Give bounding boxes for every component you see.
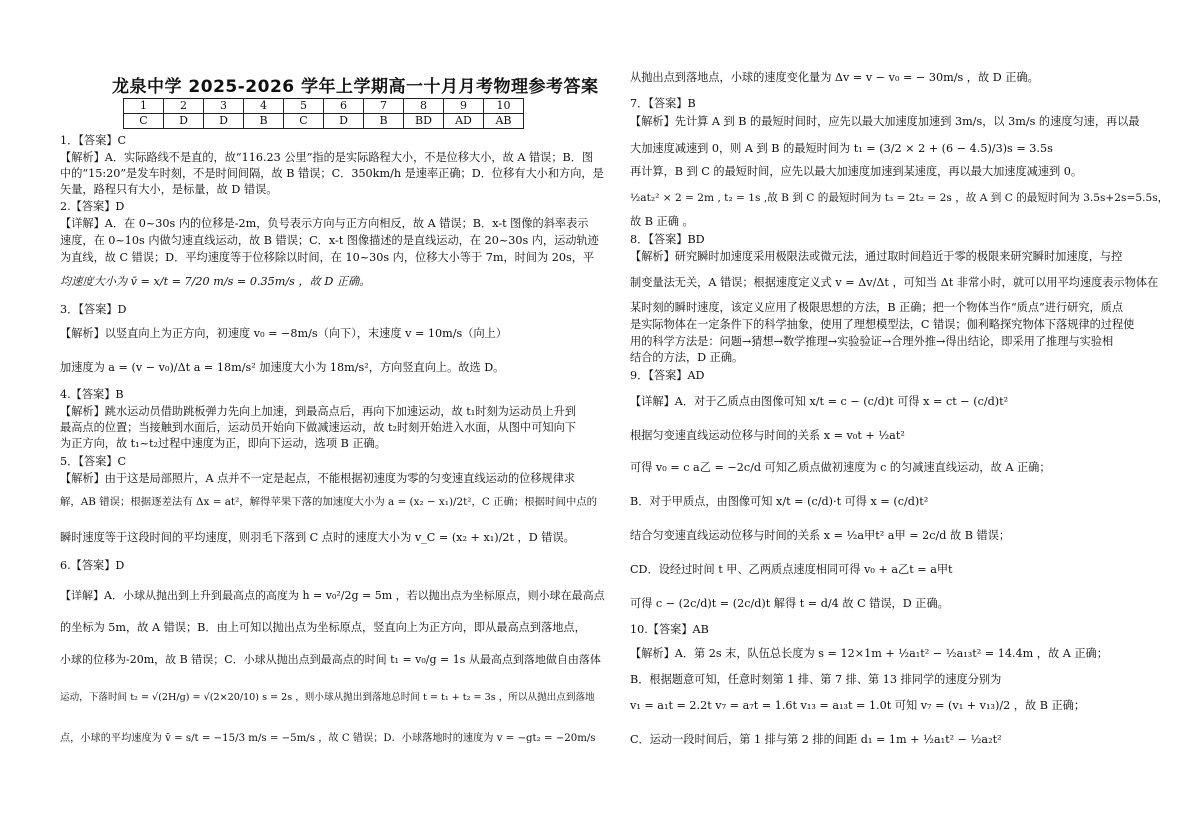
q1-explanation-line: 中的“15:20”是发车时刻，不是时间间隔，故 B 错误；C．350km/h 是速率正确；D．位移有大小和方向，是 [60, 167, 604, 180]
table-cell: AB [484, 114, 524, 129]
table-cell: D [324, 114, 364, 129]
q5-explanation-line: 解，AB 错误；根据逐差法有 Δx = at²，解得苹果下落的加速度大小为 a = (x₂ − x₁)/2t²，C 正确；根据时间中点的 [60, 496, 598, 508]
q6-explanation-line: 【详解】A．小球从抛出到上升到最高点的高度为 h = v₀²/2g = 5m ，若以抛出点为坐标原点，则小球在最高点 [60, 589, 605, 602]
q8-explanation-line: 是实际物体在一定条件下的科学抽象，使用了理想模型法，C 错误；伽利略探究物体下落规律的过程使 [630, 318, 1135, 331]
table-cell: 6 [324, 99, 364, 114]
q10-formula-line: C．运动一段时间后，第 1 排与第 2 排的间距 d₁ = 1m + ½a₁t² − ½a₂t² [630, 733, 1002, 746]
q8-explanation-line: 【解析】研究瞬时加速度采用极限法或微元法，通过取时间趋近于零的极限来研究瞬时加速度，与控 [630, 250, 1123, 263]
table-cell: 8 [404, 99, 444, 114]
table-cell: 4 [244, 99, 284, 114]
q8-explanation-line: 用的科学方法是：问题→猜想→数学推理→实验验证→合理外推→得出结论，即采用了推理与实验相 [630, 335, 1114, 348]
q7-formula-line: 大加速度减速到 0，则 A 到 B 的最短时间为 t₁ = (3/2 × 2 + (6 − 4.5)/3)s = 3.5s [630, 142, 1053, 155]
q1-answer-heading: 1．【答案】C [60, 134, 127, 147]
q1-explanation-line: 【解析】A．实际路线不是直的，故“116.23 公里”指的是实际路程大小，不是位移大小，故 A 错误；B．图 [60, 151, 594, 164]
q9-formula-line: CD．设经过时间 t 甲、乙两质点速度相同可得 v₀ + a乙t = a甲t [630, 563, 953, 576]
q8-explanation-line: 制变量法无关，A 错误；根据速度定义式 v = Δv/Δt ，可知当 Δt 非常小时，就可以用平均速度表示物体在 [630, 276, 1159, 289]
q2-explanation-line: 速度，在 0~10s 内做匀速直线运动，故 B 错误；C．x-t 图像描述的是直线运动，在 20~30s 内，运动轨迹 [60, 234, 599, 247]
q10-formula-line: v₁ = a₁t = 2.2t v₇ = a₇t = 1.6t v₁₃ = a₁₃t = 1.0t 可知 v₇ = (v₁ + v₁₃)/2 ，故 B 正确； [630, 699, 1086, 712]
table-cell: 2 [164, 99, 204, 114]
table-cell: 9 [444, 99, 484, 114]
q3-formula-line: 加速度为 a = (v − v₀)/Δt a = 18m/s² 加速度大小为 18m/s²，方向竖直向上。故选 D。 [60, 361, 505, 374]
table-cell: C [124, 114, 164, 129]
q2-explanation-line: 为直线，故 C 错误；D．平均速度等于位移除以时间，在 10~30s 内，位移大小等于 7m，时间为 20s，平 [60, 251, 595, 264]
table-cell: 7 [364, 99, 404, 114]
q2-formula-line: 均速度大小为 v̄ = x/t = 7/20 m/s = 0.35m/s ，故 D 正确。 [60, 275, 371, 288]
q10-answer-heading: 10.【答案】AB [630, 623, 709, 636]
answer-table-number-row [124, 99, 524, 114]
table-cell: D [164, 114, 204, 129]
q10-formula-line: 【解析】A．第 2s 末，队伍总长度为 s = 12×1m + ½a₁t² − ½a₁₃t² = 14.4m ，故 A 正确； [630, 647, 1108, 660]
q9-answer-heading: 9．【答案】AD [630, 369, 705, 382]
table-cell: D [204, 114, 244, 129]
q10-explanation-line: B．根据题意可知，任意时刻第 1 排、第 7 排、第 13 排同学的速度分别为 [630, 673, 1002, 686]
q7-explanation-line: 再计算，B 到 C 的最短时间，应先以最大加速度加速到某速度，再以最大加速度减速到 0。 [630, 165, 1083, 178]
q8-explanation-line: 某时刻的瞬时速度，该定义应用了极限思想的方法，B 正确；把一个物体当作“质点”进行研究，质点 [630, 301, 1124, 314]
q4-explanation-line: 【解析】跳水运动员借助跳板弹力先向上加速，到最高点后，再向下加速运动，故 t₁时刻为运动员上升到 [60, 405, 576, 418]
q4-answer-heading: 4.【答案】B [60, 388, 124, 401]
table-cell: 1 [124, 99, 164, 114]
table-cell: AD [444, 114, 484, 129]
q2-explanation-line: 【详解】A．在 0~30s 内的位移是-2m，负号表示方向与正方向相反，故 A 错误；B．x-t 图像的斜率表示 [60, 217, 589, 230]
q9-formula-line: 根据匀变速直线运动位移与时间的关系 x = v₀t + ½at² [630, 429, 905, 442]
q7-explanation-line: 【解析】先计算 A 到 B 的最短时间时，应先以最大加速度加速到 3m/s，以 3m/s 的速度匀速，再以最 [630, 115, 1140, 128]
q6-answer-heading: 6.【答案】D [60, 559, 125, 572]
q9-explanation-line: 【详解】A．对于乙质点由图像可知 x/t = c − (c/d)t 可得 x = ct − (c/d)t² [630, 395, 1009, 408]
table-cell: B [244, 114, 284, 129]
q6-explanation-line: 的坐标为 5m，故 A 错误；B．由上可知以抛出点为坐标原点，竖直向上为正方向，即从最高点到落地点， [60, 621, 586, 634]
q8-answer-heading: 8．【答案】BD [630, 233, 705, 246]
q5-answer-heading: 5．【答案】C [60, 455, 127, 468]
q1-explanation-line: 矢量，路程只有大小，是标量，故 D 错误。 [60, 183, 278, 196]
q9-formula-line: B．对于甲质点，由图像可知 x/t = (c/d)·t 可得 x = (c/d)t² [630, 495, 929, 508]
q4-explanation-line: 最高点的位置；当接触到水面后，运动员开始向下做减速运动，故 t₂时刻开始进入水面，从图中可知向下 [60, 421, 576, 434]
table-cell: BD [404, 114, 444, 129]
q3-explanation-line: 【解析】以竖直向上为正方向，初速度 v₀ = −8m/s（向下），末速度 v = 10m/s（向上） [60, 327, 508, 340]
q6-explanation-line: 小球的位移为-20m，故 B 错误；C．小球从抛出点到最高点的时间 t₁ = v₀/g = 1s 从最高点到落地做自由落体 [60, 653, 601, 666]
q9-formula-line: 可得 v₀ = c a乙 = −2c/d 可知乙质点做初速度为 c 的匀减速直线运动，故 A 正确； [630, 461, 1051, 474]
answer-table [123, 98, 524, 129]
q6-explanation-line: 运动，下落时间 t₂ = √(2H/g) = √(2×20/10) s = 2s ，则小球从抛出到落地总时间 t = t₁ + t₂ = 3s ，所以从抛出点到落地 [60, 692, 595, 703]
q5-explanation-line: 瞬时速度等于这段时间的平均速度，则羽毛下落到 C 点时的速度大小为 v_C = (x₂ + x₁)/2t ，D 错误。 [60, 531, 575, 544]
table-cell: 5 [284, 99, 324, 114]
q6-explanation-line: 点，小球的平均速度为 v̄ = s/t = −15/3 m/s = −5m/s ，故 C 错误；D．小球落地时的速度为 v = −gt₂ = −20m/s [60, 733, 596, 744]
q6-continuation-line: 从抛出点到落地点，小球的速度变化量为 Δv = v − v₀ = − 30m/s ，故 D 正确。 [630, 71, 1039, 84]
q8-explanation-line: 结合的方法，D 正确。 [630, 351, 744, 364]
table-cell: 10 [484, 99, 524, 114]
q7-formula-line: ½at₂² × 2 = 2m , t₂ = 1s ,故 B 到 C 的最短时间为 t₃ = 2t₂ = 2s ，故 A 到 C 的最短时间为 3.5s+2s=5.5s， [630, 192, 1169, 204]
answer-table-answer-row [124, 114, 524, 129]
q4-explanation-line: 为正方向，故 t₁~t₂过程中速度为正，即向下运动，选项 B 正确。 [60, 437, 386, 450]
q7-explanation-line: 故 B 正确 。 [630, 215, 694, 228]
table-cell: B [364, 114, 404, 129]
table-cell: 3 [204, 99, 244, 114]
q9-formula-line: 结合匀变速直线运动位移与时间的关系 x = ½a甲t² a甲 = 2c/d 故 B 错误； [630, 529, 1011, 542]
q2-answer-heading: 2.【答案】D [60, 200, 125, 213]
q5-explanation-line: 【解析】由于这是局部照片，A 点并不一定是起点，不能根据初速度为零的匀变速直线运动的位移规律求 [60, 472, 576, 485]
table-cell: C [284, 114, 324, 129]
q3-answer-heading: 3．【答案】D [60, 303, 127, 316]
page-title: 龙泉中学 2025-2026 学年上学期高一十月月考物理参考答案 [112, 77, 599, 97]
q9-formula-line: 可得 c − (2c/d)t = (2c/d)t 解得 t = d/4 故 C 错误，D 正确。 [630, 597, 949, 610]
q7-answer-heading: 7．【答案】B [630, 97, 696, 110]
